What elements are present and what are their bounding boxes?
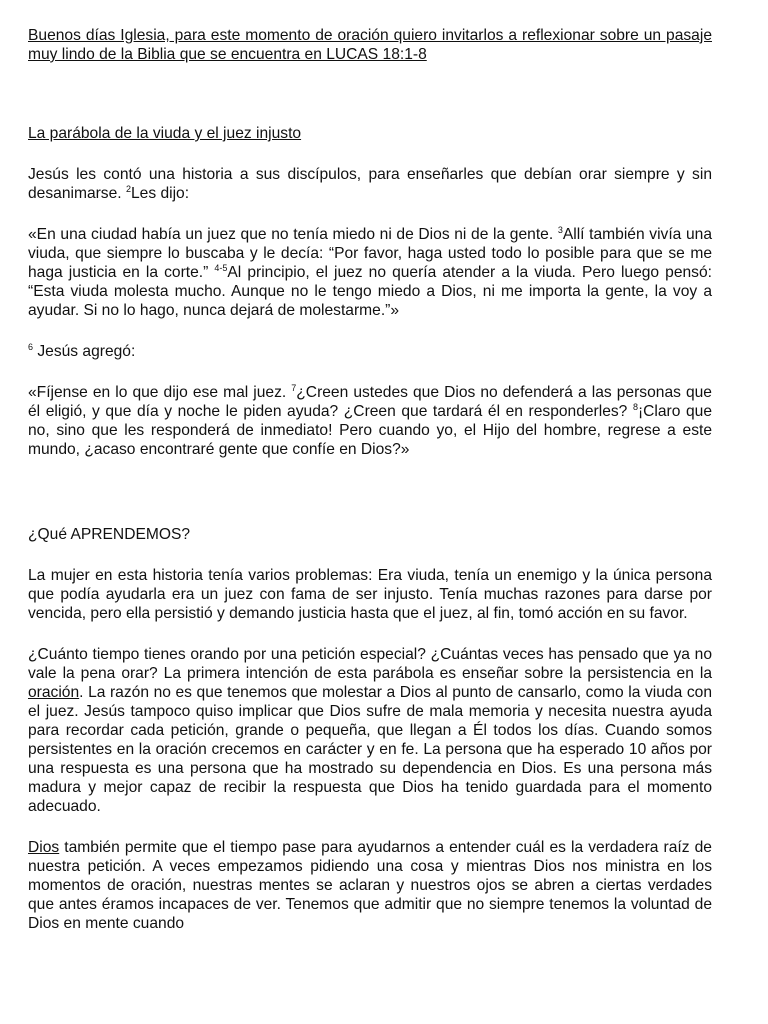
verse-number-2: 2 (125, 183, 131, 194)
dios-link[interactable]: Dios (28, 839, 60, 856)
verse-number-6: 6 (28, 341, 34, 352)
quote-1-text-b: Allí también vivía una viuda, que siempre lo buscaba y le decía: “Por favor, haga usted todo lo posible para que se me haga justicia en la corte.” (28, 226, 712, 281)
oracion-link[interactable]: oración (28, 684, 80, 701)
paragraph-2 (28, 645, 712, 816)
verse-1-paragraph (28, 165, 712, 203)
section-heading-text: La parábola de la viuda y el juez injusto (28, 125, 302, 142)
verse-number-7: 7 (291, 382, 297, 393)
learn-heading: ¿Qué APRENDEMOS? (28, 526, 191, 543)
paragraph-2-text-b: . La razón no es que tenemos que molestar a Dios al punto de cansarlo, como la viuda con el juez. Jesús tampoco quiso implicar que Dios sufre de mala memoria y necesita nuestra ayuda para recordar cada petición, grande o pequeña, que llegan a Él todos los días. Cuando somos persistentes en la oración crecemos en carácter y en fe. La persona que ha esperado 10 años por una respuesta es una persona que ha mostrado su dependencia en Dios. Es una persona más madura y mejor capaz de recibir la respuesta que Dios ha tenido guardada para el momento adecuado. (28, 684, 712, 815)
spacer (28, 320, 712, 342)
spacer (28, 361, 712, 383)
verse-6-text: Jesús agregó: (37, 343, 136, 360)
verse-6-paragraph (28, 342, 712, 361)
verse-number-4-5: 4-5 (214, 262, 228, 273)
spacer (28, 143, 712, 165)
quote-2-text-c: ¡Claro que no, sino que les responderá de inmediato! Pero cuando yo, el Hijo del hombre, regrese a este mundo, ¿acaso encontraré gente que confíe en Dios?» (28, 403, 712, 458)
verse-2-text: Les dijo: (130, 185, 190, 202)
quote-2-paragraph (28, 383, 712, 459)
spacer (28, 623, 712, 645)
quote-2-text-a: «Fíjense en lo que dijo ese mal juez. (28, 384, 287, 401)
paragraph-3-text: también permite que el tiempo pase para ayudarnos a entender cuál es la verdadera raíz de nuestra petición. A veces empezamos pidiendo una cosa y mientras Dios nos ministra en los momentos de oración, nuestras mentes se aclaran y nuestros ojos se abren a ciertas verdades que antes éramos incapaces de ver. Tenemos que admitir que no siempre tenemos la voluntad de Dios en mente cuando (28, 839, 712, 932)
intro-paragraph: Buenos días Iglesia, para este momento de oración quiero invitarlos a reflexionar sobre un pasaje muy lindo de la Biblia que se encuentra en LUCAS 18:1-8 (28, 27, 712, 63)
quote-1-text-c: Al principio, el juez no quería atender a la viuda. Pero luego pensó: “Esta viuda molesta mucho. Aunque no le tengo miedo a Dios, ni me importa la gente, la voy a ayudar. Si no lo hago, nunca dejará de molestarme.”» (28, 264, 712, 319)
verse-number-3: 3 (557, 224, 563, 235)
quote-1-paragraph (28, 225, 712, 320)
paragraph-3 (28, 838, 712, 933)
spacer (28, 459, 712, 525)
document-page (28, 26, 712, 933)
quote-1-text-a: «En una ciudad había un juez que no tenía miedo ni de Dios ni de la gente. (28, 226, 554, 243)
verse-number-8: 8 (632, 401, 638, 412)
spacer (28, 203, 712, 225)
paragraph-1: La mujer en esta historia tenía varios problemas: Era viuda, tenía un enemigo y la única persona que podía ayudarla era un juez con fama de ser injusto. Tenía muchas razones para darse por vencida, pero ella persistió y demando justicia hasta que el juez, al fin, tomó acción en su favor. (28, 567, 712, 622)
spacer (28, 544, 712, 566)
paragraph-2-text-a: ¿Cuánto tiempo tienes orando por una petición especial? ¿Cuántas veces has pensado que ya no vale la pena orar? La primera intención de esta parábola es enseñar sobre la persistencia en la (28, 646, 712, 682)
quote-2-text-b: ¿Creen ustedes que Dios no defenderá a las personas que él eligió, y que día y noche le piden ayuda? ¿Creen que tardará él en responderles? (28, 384, 712, 420)
section-heading (28, 124, 712, 143)
spacer (28, 816, 712, 838)
spacer (28, 64, 712, 124)
verse-1-text: Jesús les contó una historia a sus discípulos, para enseñarles que debían orar siempre y sin desanimarse. (28, 166, 712, 202)
